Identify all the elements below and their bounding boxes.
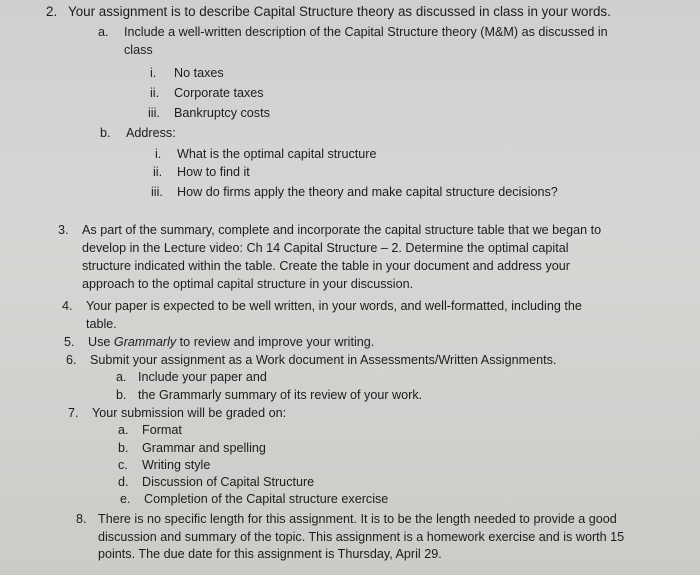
item-4-number: 4. (62, 299, 73, 313)
item-2b-sub-1-text: What is the optimal capital structure (177, 147, 377, 161)
item-7d-letter: d. (118, 475, 129, 489)
item-5-post: to review and improve your writing. (176, 335, 375, 349)
item-2a-text-line-2: class (124, 43, 153, 57)
item-5-text (88, 334, 374, 350)
item-2b-sub-2-text: How to find it (177, 165, 250, 179)
item-7e-text: Completion of the Capital structure exercise (144, 492, 389, 506)
item-7a-text: Format (142, 423, 182, 437)
item-3-number: 3. (58, 223, 69, 237)
item-2a-sub-3-number: iii. (148, 106, 160, 120)
item-2a-sub-2-number: ii. (150, 86, 160, 100)
item-2a-sub-1-number: i. (150, 66, 157, 80)
item-7d-text: Discussion of Capital Structure (142, 475, 315, 489)
item-8-line-1: There is no specific length for this assignment. It is to be the length needed to provide a good (98, 512, 617, 526)
item-6a-text: Include your paper and (138, 370, 267, 384)
item-3-line-2: develop in the Lecture video: Ch 14 Capital Structure – 2. Determine the optimal capital (82, 241, 569, 255)
item-2b-sub-3-number: iii. (151, 185, 163, 199)
item-4-line-2: table. (86, 317, 117, 331)
item-7b-letter: b. (118, 441, 129, 455)
item-2b-sub-1-number: i. (155, 147, 162, 161)
item-3-line-1: As part of the summary, complete and incorporate the capital structure table that we began to (82, 223, 602, 237)
grammarly-name: Grammarly (113, 335, 177, 349)
item-7e-letter: e. (120, 492, 131, 506)
item-8-number: 8. (76, 512, 87, 526)
item-3-line-4: approach to the optimal capital structure in your discussion. (82, 277, 414, 291)
item-6b-text: the Grammarly summary of its review of your work. (138, 388, 423, 402)
item-8-line-3: points. The due date for this assignment is Thursday, April 29. (98, 547, 442, 561)
item-2-number: 2. (46, 4, 58, 19)
item-6a-letter: a. (116, 370, 127, 384)
item-2a-text-line-1: Include a well-written description of the Capital Structure theory (M&M) as discussed in (124, 25, 608, 39)
item-5-number: 5. (64, 335, 75, 349)
item-6-text: Submit your assignment as a Work document in Assessments/Written Assignments. (90, 353, 557, 367)
item-2a-sub-3-text: Bankruptcy costs (174, 106, 270, 120)
item-2b-sub-3-text: How do firms apply the theory and make capital structure decisions? (177, 185, 558, 199)
item-5-pre: Use (88, 335, 114, 349)
item-4-line-1: Your paper is expected to be well written, in your words, and well-formatted, including the (86, 299, 582, 313)
item-7-number: 7. (68, 406, 79, 420)
item-2a-sub-2-text: Corporate taxes (174, 86, 264, 100)
item-7a-letter: a. (118, 423, 129, 437)
item-7c-text: Writing style (142, 458, 211, 472)
item-7c-letter: c. (118, 458, 128, 472)
item-2-text: Your assignment is to describe Capital Structure theory as discussed in class in your words. (68, 4, 611, 19)
item-7b-text: Grammar and spelling (142, 441, 266, 455)
item-2b-letter: b. (100, 126, 111, 140)
item-2b-text: Address: (126, 126, 176, 140)
item-2b-sub-2-number: ii. (153, 165, 163, 179)
item-2a-letter: a. (98, 25, 109, 39)
item-7-text: Your submission will be graded on: (92, 406, 287, 420)
item-6b-letter: b. (116, 388, 127, 402)
item-6-number: 6. (66, 353, 77, 367)
item-8-line-2: discussion and summary of the topic. This assignment is a homework exercise and is worth 15 (98, 530, 625, 544)
item-3-line-3: structure indicated within the table. Create the table in your document and address your (82, 259, 570, 273)
item-2a-sub-1-text: No taxes (174, 66, 224, 80)
